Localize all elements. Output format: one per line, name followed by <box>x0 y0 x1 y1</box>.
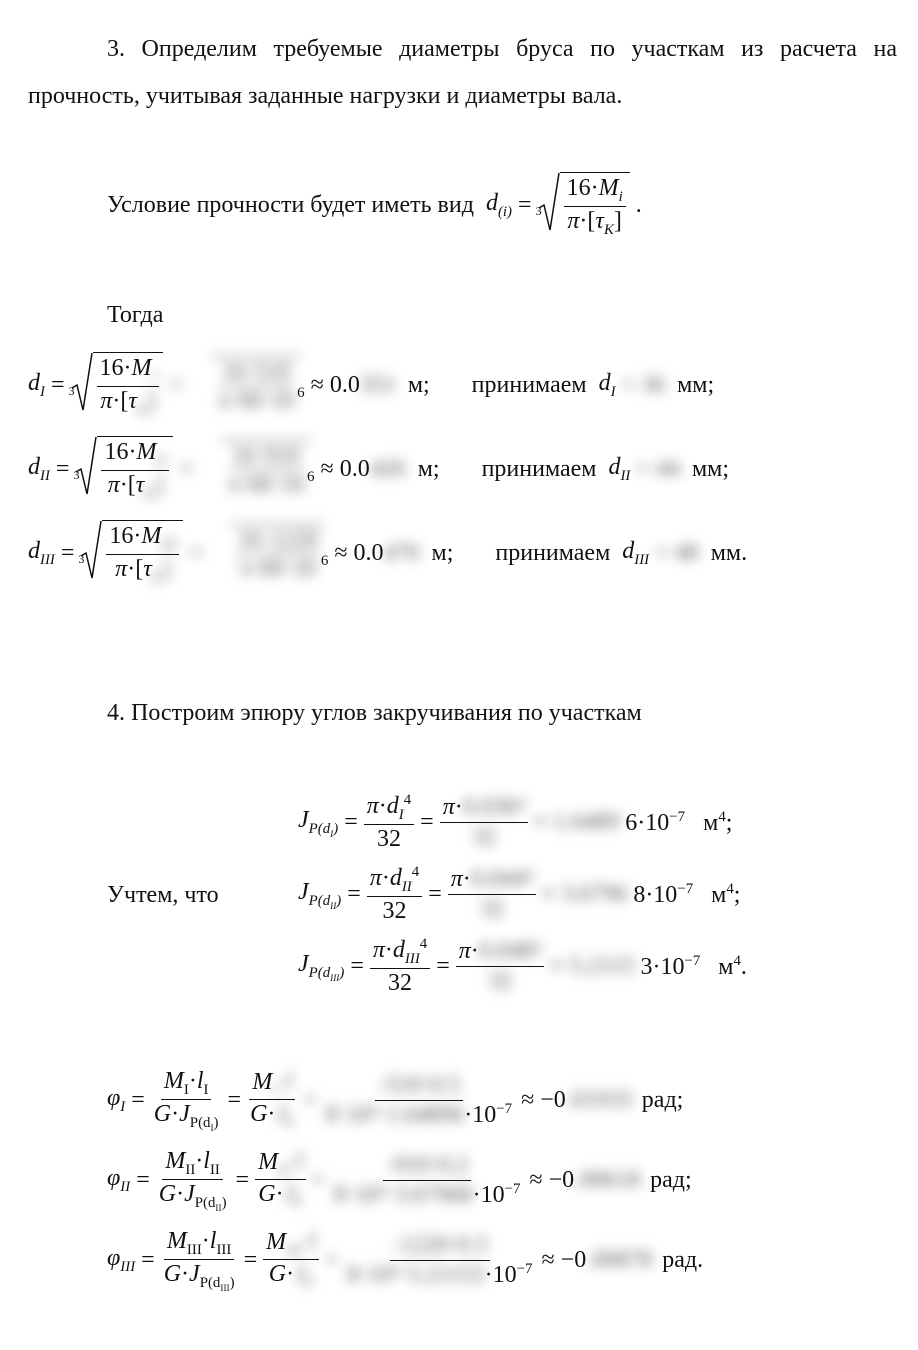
diam-numerator: 16·1220 <box>235 527 321 556</box>
diam-approx: ≈ 0.0351 <box>310 372 396 399</box>
diam-approx: ≈ 0.0470 <box>334 540 420 567</box>
lead-text: Учтем, что <box>107 882 219 908</box>
then-label: Тогда <box>107 302 164 328</box>
section-4-heading: 4. Построим эпюру углов закручивания по участкам <box>107 700 642 726</box>
diameter-row-i: $d_I$ = 3 $\frac{16\cdot M_I}{\pi\cdot[\tau_K]}$ = $\frac{16\cdot 510}{\pi\cdot 60\cdot 10}$ 6 ≈ 0.0351 м; принимаем $d_I$ = 36 мм; <box>28 352 714 420</box>
diam-approx: ≈ 0.0426 <box>320 456 406 483</box>
polar-inertia-row-iii: $J_{P(d_{III})}$ = $\frac{\pi\cdot d_{III}^4}{32}$ = $\frac{\text{π·0.048⁴}}{32}$ ≈ 5.2115 $3\cdot 10^{-7}$ $м^4$. <box>298 936 747 996</box>
twist-angle-row-i: $\varphi_I$ = $\frac{M_I\cdot l_I}{G\cdot J_{P(d_I)}}$ = $\frac{M_I\cdot l}{G\cdot J_P}$ = $\frac{-510\cdot 0.5}{8\cdot 10^9\cdot 1.64896\cdot 10^{-7}}$ ≈ −0.01933 рад; <box>107 1068 684 1133</box>
condition-label: Условие прочности будет иметь вид <box>107 192 474 219</box>
cube-root: 3 $\frac{16\cdot M_i}{\pi\cdot[\tau_K]}$ <box>538 172 630 240</box>
paragraph-line-2: прочность, учитывая заданные нагрузки и диаметры вала. <box>28 83 623 109</box>
diameter-row-ii: $d_{II}$ = 3 $\frac{16\cdot M_{II}}{\pi\cdot[\tau_K]}$ = $\frac{16\cdot 910}{\pi\cdot 60\cdot 10}$ 6 ≈ 0.0426 м; принимаем $d_{II}$ = 44 мм; <box>28 436 729 504</box>
twist-angle-row-ii: $\varphi_{II}$ = $\frac{M_{II}\cdot l_{II}}{G\cdot J_{P(d_{II})}}$ = $\frac{M_{II}\cdot l}{G\cdot J_P}$ = $\frac{-910\cdot 0.2}{8\cdot 10^9\cdot 3.67968\cdot 10^{-7}}$ ≈ −0.00618 рад; <box>107 1148 692 1213</box>
diam-numerator: 16·510 <box>219 359 293 388</box>
diameter-row-iii: $d_{III}$ = 3 $\frac{16\cdot M_{III}}{\pi\cdot[\tau_K]}$ = $\frac{16\cdot 1220}{\pi\cdot 60\cdot 10}$ 6 ≈ 0.0470 м; принимаем $d_{III}$ = 48 мм. <box>28 520 747 588</box>
diam-numerator: 16·910 <box>229 443 303 472</box>
strength-condition: Условие прочности будет иметь вид $d_{(i)}$ = 3 $\frac{16\cdot M_i}{\pi\cdot[\tau_K]}$ . <box>107 172 642 240</box>
twist-angle-row-iii: $\varphi_{III}$ = $\frac{M_{III}\cdot l_{III}}{G\cdot J_{P(d_{III})}}$ = $\frac{M_{III}\cdot l}{G\cdot J_P}$ = $\frac{-1220\cdot 0.3}{8\cdot 10^9\cdot 5.21153\cdot 10^{-7}}$ ≈ −0.00878 рад. <box>107 1228 704 1293</box>
polar-inertia-row-ii: $J_{P(d_{II})}$ = $\frac{\pi\cdot d_{II}^4}{32}$ = $\frac{\text{π·0.044⁴}}{32}$ ≈ 3.6796 $8\cdot 10^{-7}$ $м^4$; <box>298 864 741 924</box>
polar-inertia-row-i: $J_{P(d_I)}$ = $\frac{\pi\cdot d_I^4}{32}$ = $\frac{\text{π·0.036⁴}}{32}$ ≈ 1.6489 $6\cdot 10^{-7}$ $м^4$; <box>298 792 733 852</box>
paragraph-line-1: 3. Определим требуемые диаметры бруса по участкам из расчета на <box>107 36 897 62</box>
